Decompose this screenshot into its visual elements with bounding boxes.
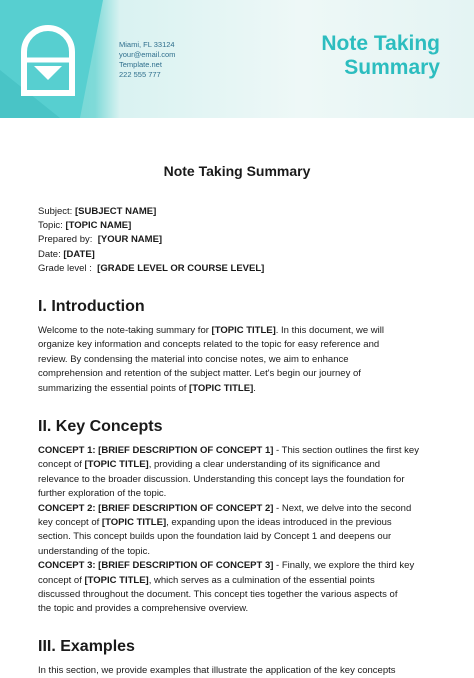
placeholder-text: [TOPIC TITLE] [211, 325, 276, 336]
document-header [0, 0, 474, 118]
text-line [38, 516, 438, 530]
logo-panel [0, 0, 103, 118]
text-line: comprehension and retention of the subject matter. Let's begin our journey of [38, 368, 361, 380]
meta-topic [38, 219, 264, 233]
meta-subject [38, 205, 264, 219]
text-line [38, 574, 438, 588]
contact-address: Miami, FL 33124 [119, 40, 175, 49]
concept-2-line [38, 502, 438, 516]
concept-3-line [38, 559, 438, 573]
meta-label: Date: [38, 248, 61, 260]
meta-label: Subject: [38, 206, 73, 217]
text-run: key concept of [38, 517, 102, 529]
introduction-paragraph [38, 324, 438, 396]
text-line: understanding of the topic. [38, 545, 150, 557]
examples-paragraph [38, 664, 438, 678]
contact-phone: 222 555 777 [119, 70, 161, 79]
text-line: In this section, we provide examples that illustrate the application of the key concepts [38, 665, 396, 676]
section-heading-introduction: I. Introduction [38, 298, 145, 315]
text-run: , which serves as a culmination of the essential points [148, 574, 375, 586]
text-line [38, 324, 438, 338]
placeholder-text: [TOPIC TITLE] [84, 574, 149, 586]
text-run: . In this document, we will [275, 325, 385, 336]
header-title-line: Note Taking [321, 32, 440, 55]
text-line: relevance to the broader discussion. Understanding this concept lays the foundation for [38, 473, 405, 485]
meta-label: Topic: [38, 220, 63, 232]
meta-value: [YOUR NAME] [97, 234, 163, 246]
placeholder-text: [TOPIC TITLE] [84, 459, 149, 471]
meta-value: [DATE] [63, 248, 95, 260]
text-run: - Finally, we explore the third key [273, 560, 415, 572]
document-meta [38, 205, 264, 276]
arch-download-logo-icon [0, 0, 103, 118]
text-run: . [253, 382, 256, 394]
text-line [38, 382, 438, 396]
meta-grade-level [38, 262, 264, 276]
meta-prepared-by [38, 233, 264, 247]
text-line: discussed throughout the document. This concept ties together the various aspects of [38, 589, 398, 601]
placeholder-text: [TOPIC TITLE] [189, 382, 254, 394]
concept-3-label: CONCEPT 3: [BRIEF DESCRIPTION OF CONCEPT 3] [38, 560, 274, 572]
text-run: concept of [38, 574, 85, 586]
concept-2-label: CONCEPT 2: [BRIEF DESCRIPTION OF CONCEPT 2] [38, 502, 274, 514]
meta-value: [TOPIC NAME] [65, 220, 132, 232]
section-heading-examples: III. Examples [38, 638, 135, 655]
text-run: , expanding upon the ideas introduced in the previous [166, 517, 392, 529]
concept-1-line [38, 444, 438, 458]
contact-email: your@email.com [119, 50, 176, 59]
concept-1-label: CONCEPT 1: [BRIEF DESCRIPTION OF CONCEPT 1] [38, 445, 274, 456]
text-line: organize key information and concepts related to the topic for easy reference and [38, 339, 380, 351]
section-heading-key-concepts: II. Key Concepts [38, 418, 163, 435]
text-run: concept of [38, 459, 85, 471]
meta-date [38, 248, 264, 262]
meta-value: [SUBJECT NAME] [74, 206, 157, 217]
text-run: summarizing the essential points of [38, 382, 190, 394]
text-run: - Next, we delve into the second [273, 502, 412, 514]
text-run: - This section outlines the first key [273, 445, 419, 456]
key-concepts-list [38, 444, 438, 617]
text-line: review. By condensing the material into concise notes, we aim to enhance [38, 353, 349, 365]
header-title-line: Summary [344, 56, 440, 79]
contact-website: Template.net [119, 60, 162, 69]
placeholder-text: [TOPIC TITLE] [101, 517, 167, 529]
page-title: Note Taking Summary [163, 163, 311, 179]
meta-value: [GRADE LEVEL OR COURSE LEVEL] [97, 262, 265, 274]
meta-label: Grade level : [38, 262, 92, 274]
header-title [321, 32, 440, 80]
text-run: , providing a clear understanding of its significance and [148, 459, 381, 471]
text-line [38, 458, 438, 472]
text-line: further exploration of the topic. [38, 488, 167, 500]
text-run: Welcome to the note-taking summary for [38, 325, 212, 336]
meta-label: Prepared by: [38, 234, 93, 246]
text-line: section. This concept builds upon the foundation laid by Concept 1 and deepens our [38, 531, 392, 543]
contact-info [119, 40, 175, 80]
text-line: the topic and provides a comprehensive overview. [38, 603, 249, 615]
